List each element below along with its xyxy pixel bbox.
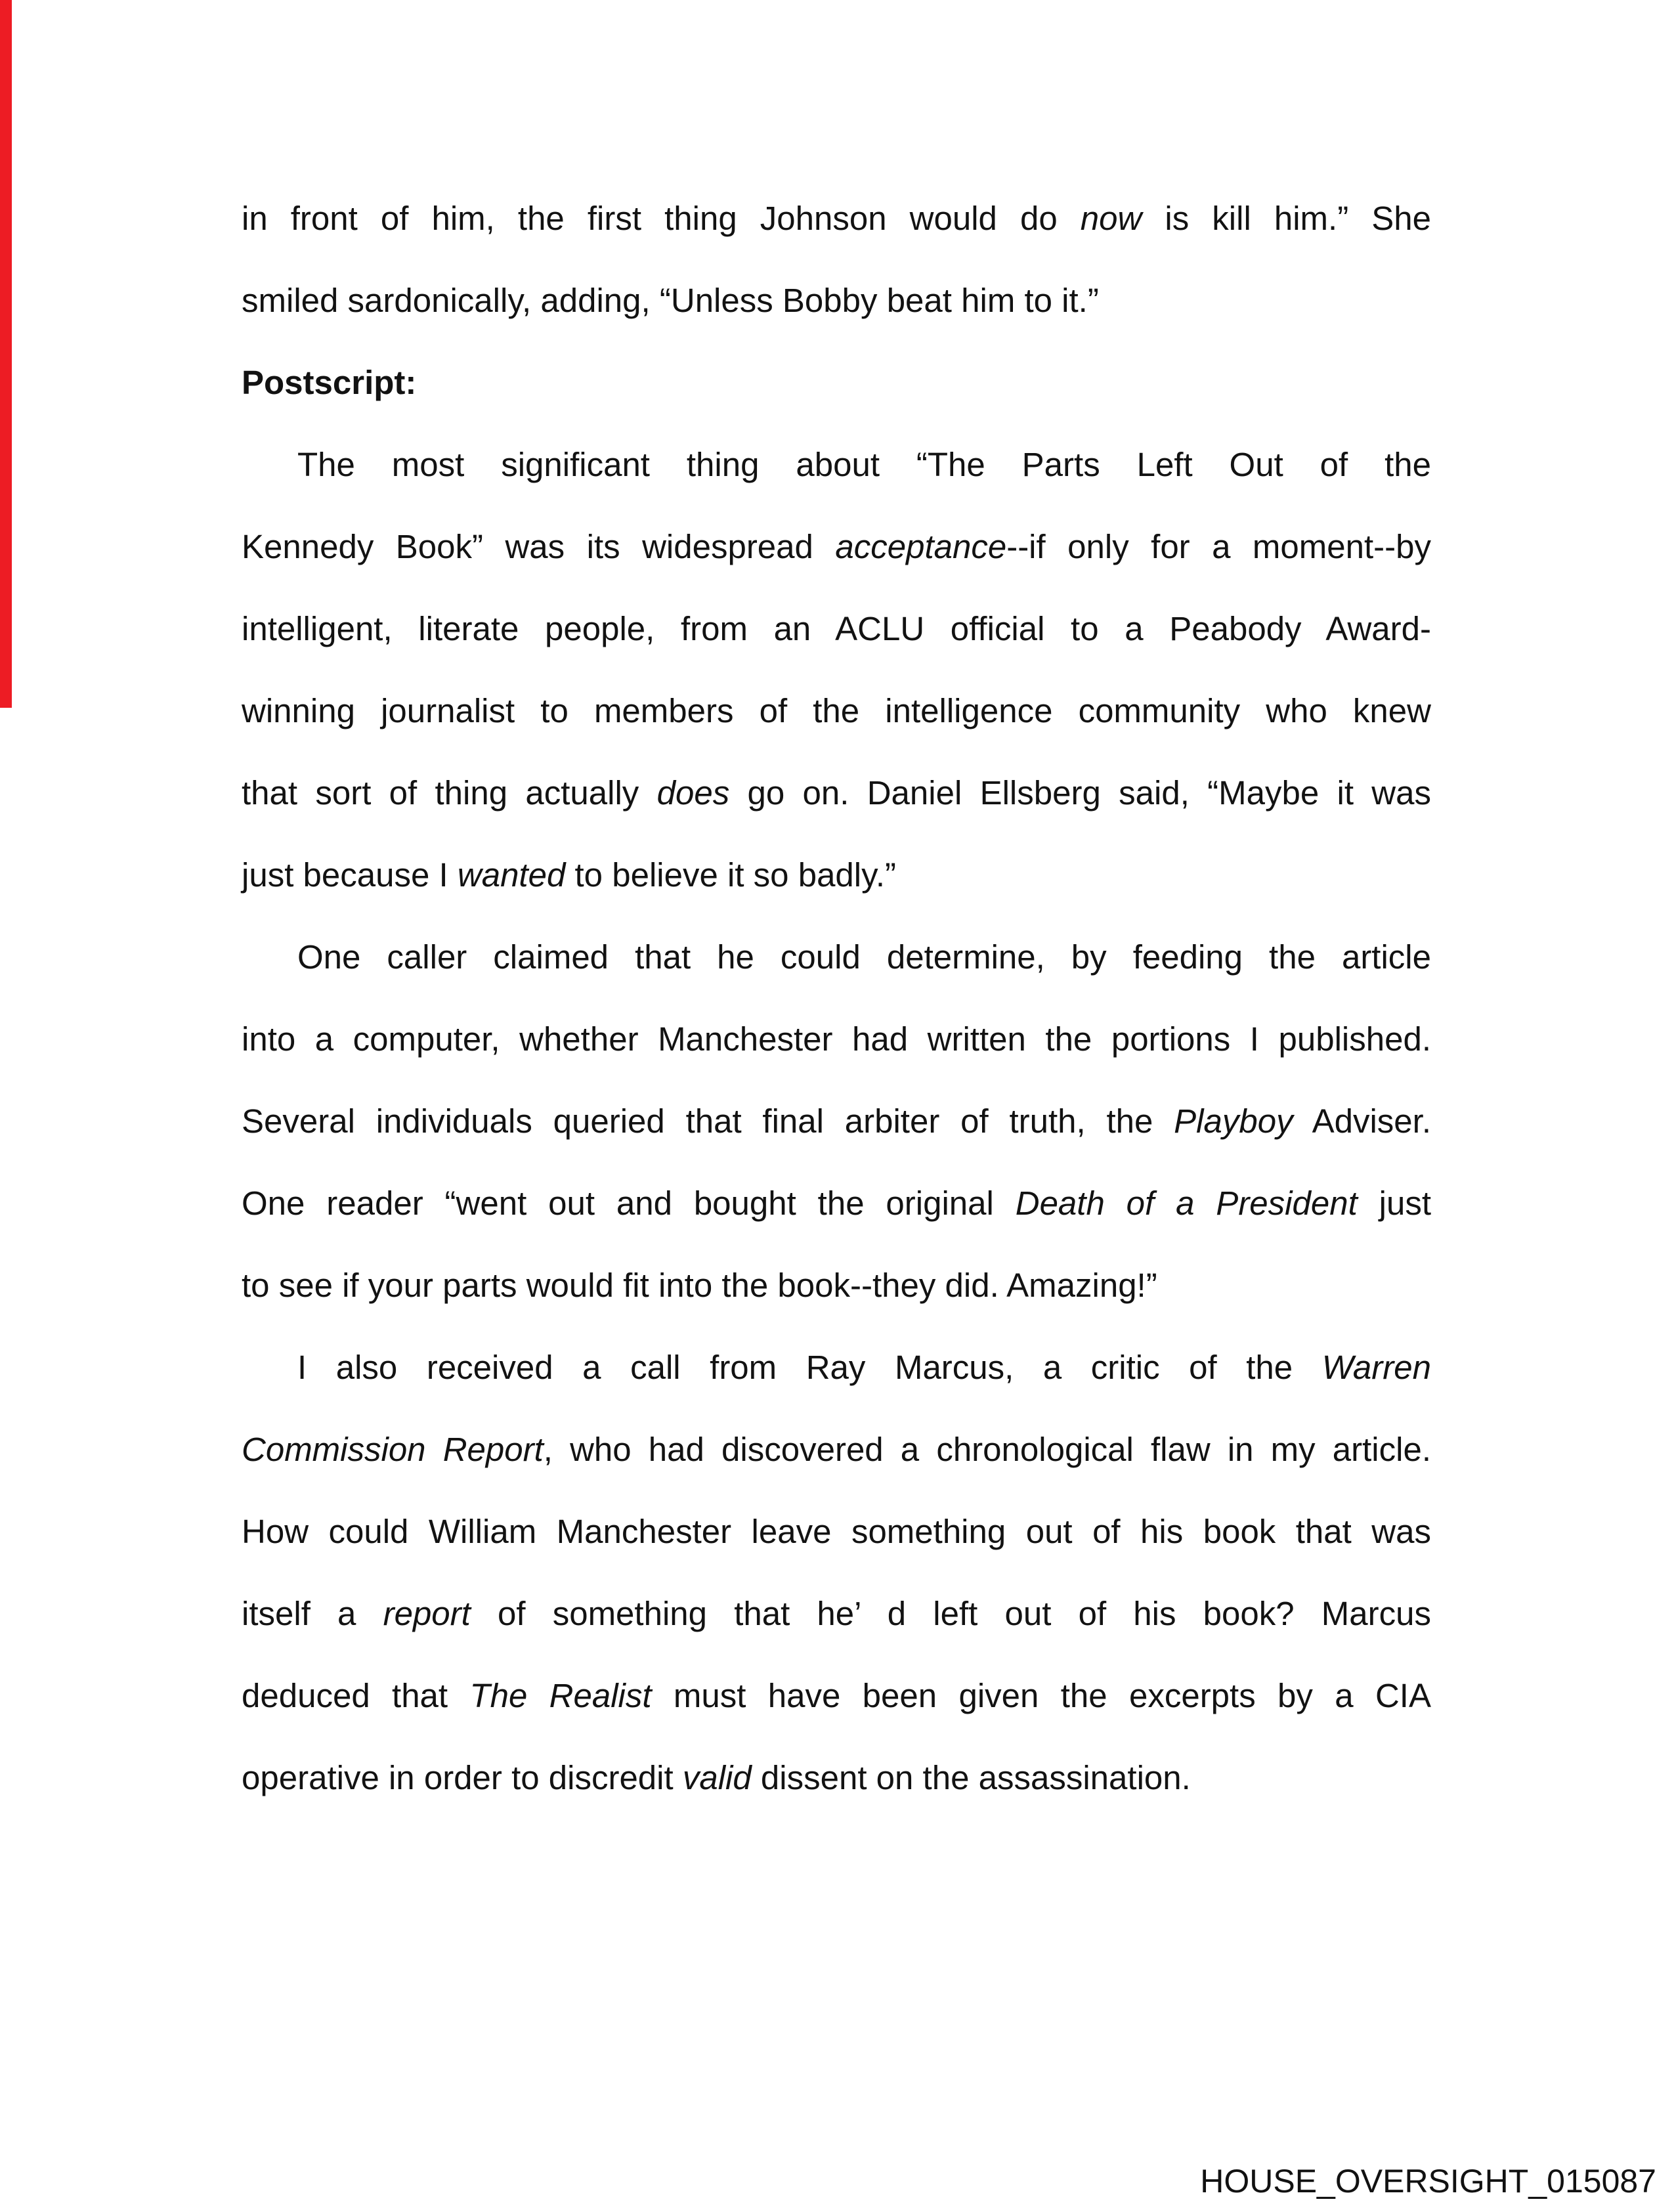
text-run: does (656, 774, 730, 812)
text-run: just because I (242, 856, 458, 894)
text-line (242, 1326, 1431, 1408)
text-run: The most significant thing about “The Parts Left Out of the (297, 446, 1431, 483)
text-run: dissent on the assassination. (751, 1759, 1191, 1796)
text-run: in front of him, the first thing Johnson would do (242, 200, 1081, 237)
text-line (242, 588, 1431, 670)
text-run: must have been given the excerpts by a CIA (651, 1677, 1431, 1714)
text-line (242, 506, 1431, 588)
text-run: now (1080, 200, 1142, 237)
text-run: Warren (1321, 1349, 1431, 1386)
text-line (242, 1080, 1431, 1162)
text-run: report (383, 1595, 471, 1632)
text-run: How could William Manchester leave something out of his book that was (242, 1513, 1431, 1550)
text-run: acceptance (835, 528, 1007, 565)
text-run: into a computer, whether Manchester had written the portions I published. (242, 1020, 1431, 1058)
text-run: Playboy (1174, 1102, 1293, 1140)
red-margin-stripe (0, 0, 12, 708)
text-run: wanted (457, 856, 566, 894)
text-run: just (1357, 1184, 1431, 1222)
text-line (242, 259, 1431, 341)
document-id-footer: HOUSE_OVERSIGHT_015087 (1200, 2163, 1656, 2200)
text-line (242, 177, 1431, 259)
text-run: winning journalist to members of the intelligence community who knew (242, 692, 1431, 729)
text-line (242, 752, 1431, 834)
text-run: to believe it so badly.” (565, 856, 896, 894)
text-run: operative in order to discredit (242, 1759, 683, 1796)
text-line (242, 1490, 1431, 1572)
text-line (242, 998, 1431, 1080)
text-run: --if only for a moment--by (1006, 528, 1431, 565)
text-run: Kennedy Book” was its widespread (242, 528, 836, 565)
text-run: Death of a President (1015, 1184, 1358, 1222)
text-line (242, 423, 1431, 506)
text-run: deduced that (242, 1677, 470, 1714)
text-run: intelligent, literate people, from an ACLU official to a Peabody Award- (242, 610, 1431, 647)
text-run: Several individuals queried that final arbiter of truth, the (242, 1102, 1174, 1140)
text-run: Adviser. (1293, 1102, 1431, 1140)
text-run: valid (682, 1759, 752, 1796)
text-run: of something that he’ d left out of his book? Marcus (470, 1595, 1431, 1632)
text-run: go on. Daniel Ellsberg said, “Maybe it was (729, 774, 1431, 812)
text-run: One caller claimed that he could determine, by feeding the article (297, 938, 1431, 976)
document-body (242, 177, 1431, 1819)
text-run: Commission Report (242, 1431, 544, 1468)
text-line (242, 670, 1431, 752)
text-run: The Realist (469, 1677, 652, 1714)
text-run: I also received a call from Ray Marcus, a critic of the (297, 1349, 1322, 1386)
text-run: to see if your parts would fit into the book--they did. Amazing!” (242, 1267, 1157, 1304)
text-run: One reader “went out and bought the original (242, 1184, 1016, 1222)
text-line (242, 1244, 1431, 1326)
text-line (242, 1655, 1431, 1737)
text-line (242, 916, 1431, 998)
text-line (242, 1737, 1431, 1819)
text-run: , who had discovered a chronological flaw in my article. (543, 1431, 1432, 1468)
text-run: that sort of thing actually (242, 774, 657, 812)
text-run: itself a (242, 1595, 383, 1632)
text-line (242, 341, 1431, 423)
postscript-heading: Postscript: (242, 364, 417, 401)
text-line (242, 1408, 1431, 1490)
text-line (242, 834, 1431, 916)
text-line (242, 1572, 1431, 1655)
text-line (242, 1162, 1431, 1244)
text-run: smiled sardonically, adding, “Unless Bobby beat him to it.” (242, 282, 1099, 319)
text-run: is kill him.” She (1142, 200, 1432, 237)
